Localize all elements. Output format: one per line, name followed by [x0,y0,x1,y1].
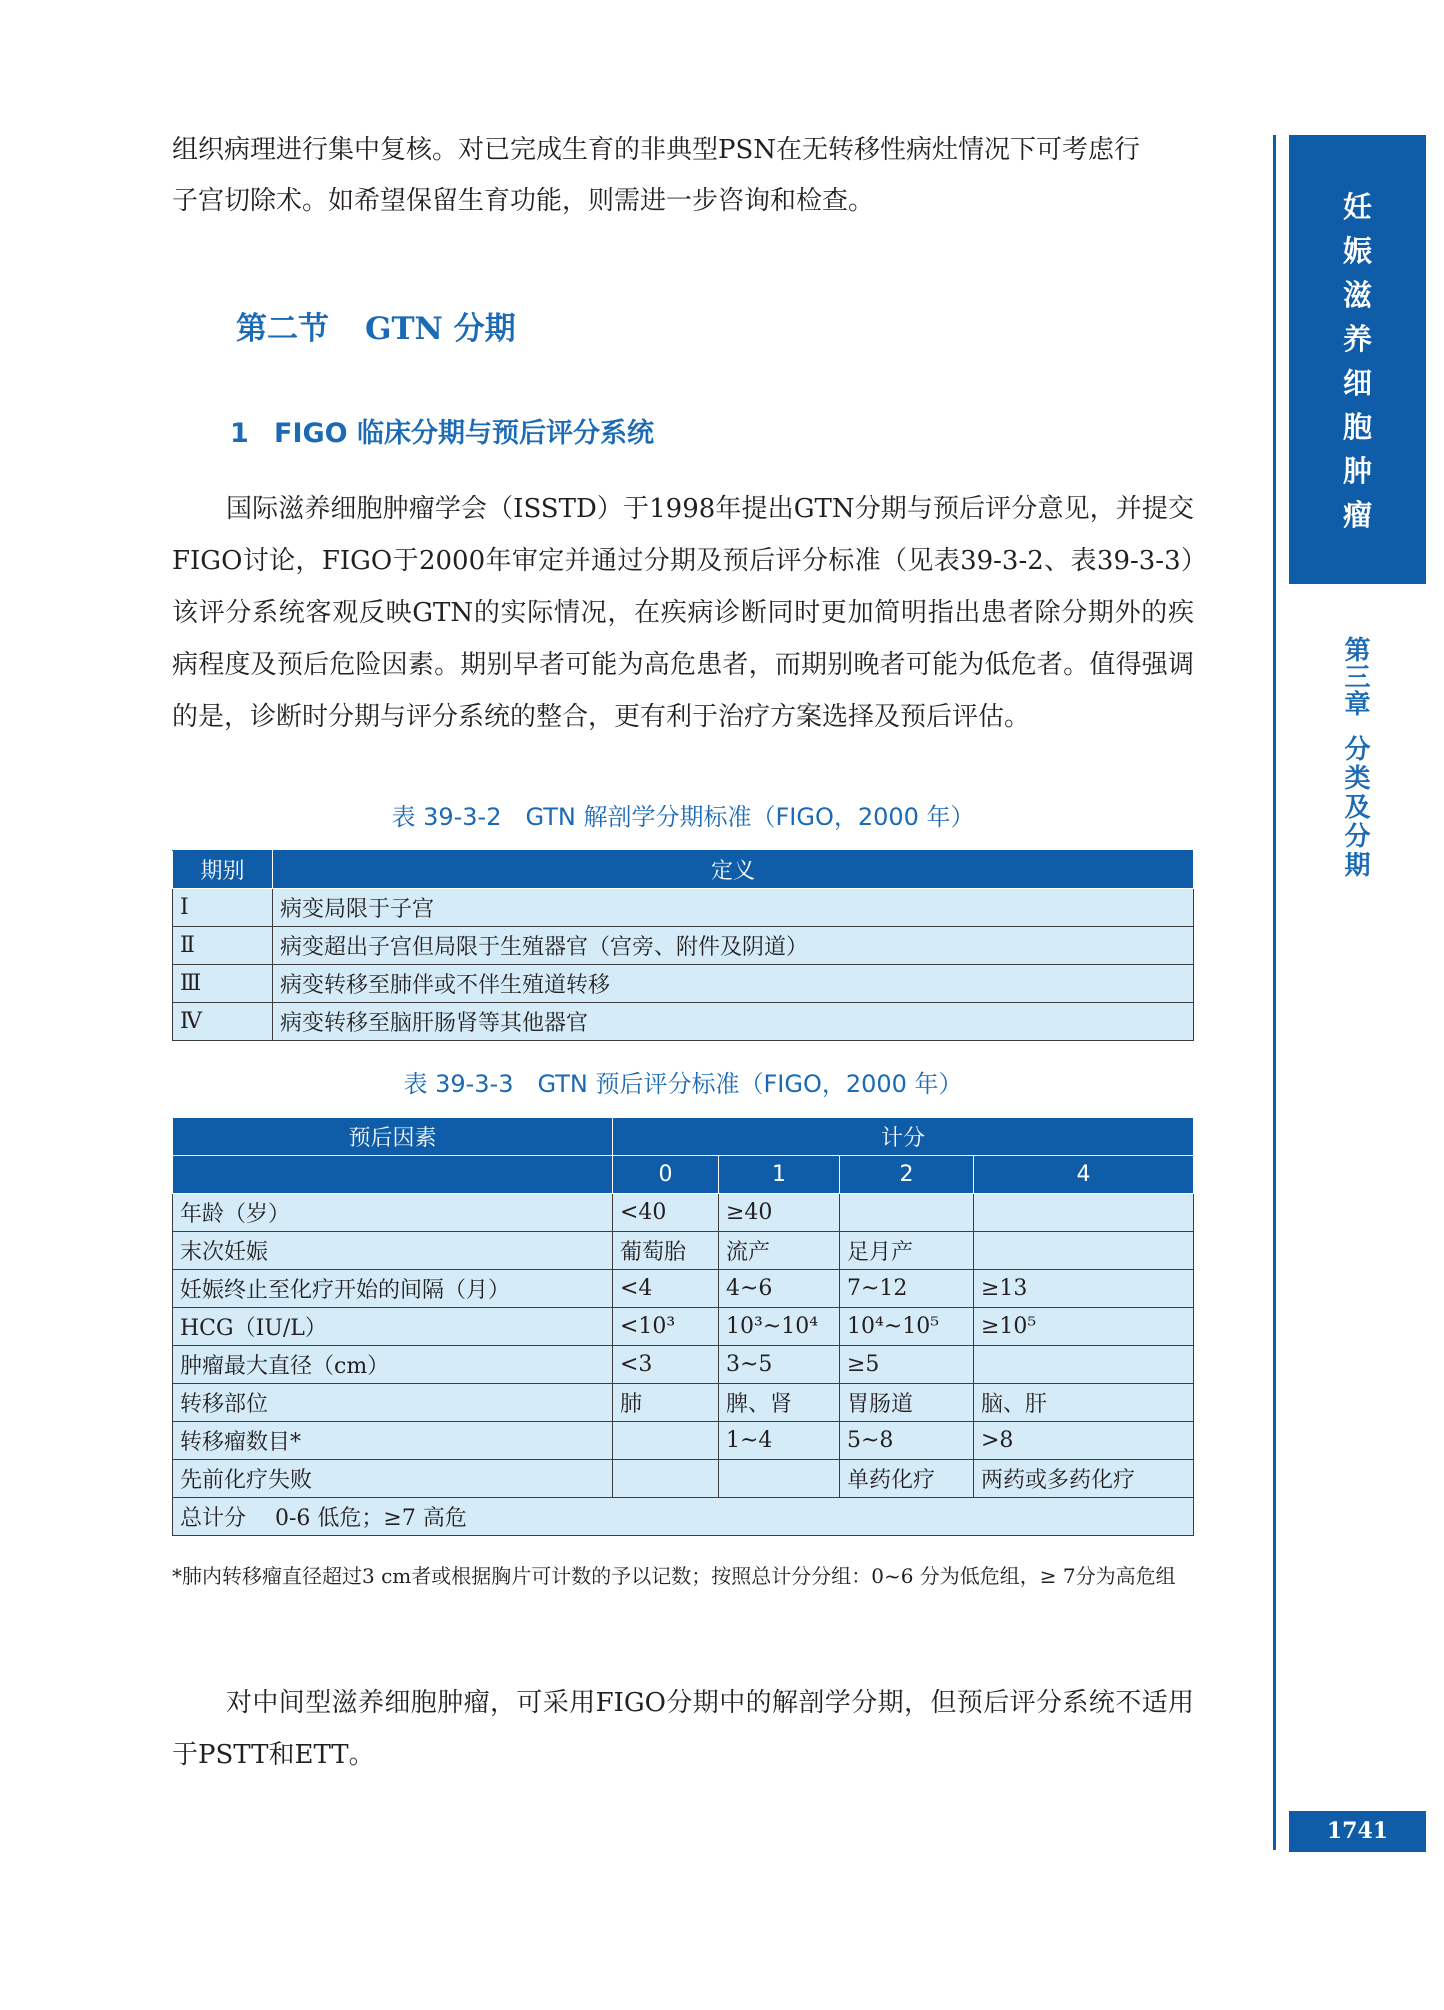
intro-line-2: 子宫切除术。如希望保留生育功能，则需进一步咨询和检查。 [172,186,875,216]
stage-cell: Ⅳ [173,1003,273,1041]
section-heading [236,303,516,348]
score-4-cell: ≥13 [974,1270,1194,1308]
page-number: 1741 [1289,1811,1426,1852]
definition-cell: 病变转移至肺伴或不伴生殖道转移 [273,965,1194,1003]
table-row [173,1460,1194,1498]
factor-cell: 肿瘤最大直径（cm） [173,1346,613,1384]
score-2-cell: 7~12 [840,1270,974,1308]
score-4-cell [974,1194,1194,1232]
chapter-sub-char: 分 [1344,822,1371,852]
score-1-cell: 10³~10⁴ [719,1308,840,1346]
stage-cell: Ⅰ [173,889,273,927]
chapter-char: 章 [1344,690,1371,720]
table-row [173,1194,1194,1232]
score-2-cell [840,1194,974,1232]
definition-cell: 病变局限于子宫 [273,889,1194,927]
score-1-cell: ≥40 [719,1194,840,1232]
subsection-title: FIGO 临床分期与预后评分系统 [274,418,655,449]
score-1-cell: 4~6 [719,1270,840,1308]
table2-caption: 表 39-3-2 GTN 解剖学分期标准（FIGO，2000 年） [391,803,975,831]
tab-char: 娠 [1342,234,1372,268]
score-0-cell: <10³ [613,1308,719,1346]
chapter-char: 三 [1344,663,1371,693]
table3-caption: 表 39-3-3 GTN 预后评分标准（FIGO，2000 年） [403,1070,963,1098]
factor-header-blank [173,1156,613,1194]
score-2-cell: 单药化疗 [840,1460,974,1498]
table-row [173,965,1194,1003]
score-1-cell: 流产 [719,1232,840,1270]
score-4-cell: 两药或多药化疗 [974,1460,1194,1498]
table2-header-definition: 定义 [273,851,1194,889]
score-0-cell: <4 [613,1270,719,1308]
chapter-sub-char: 分 [1344,735,1371,765]
tab-char: 瘤 [1342,498,1372,532]
tab-char: 细 [1342,366,1372,400]
section-number: 第二节 [236,311,329,347]
section-title: GTN 分期 [365,311,516,347]
score-1-cell [719,1460,840,1498]
factor-cell: HCG（IU/L） [173,1308,613,1346]
score-4-cell: >8 [974,1422,1194,1460]
score-4-cell: 脑、肝 [974,1384,1194,1422]
score-0-cell [613,1460,719,1498]
chapter-sub-char: 期 [1344,851,1371,881]
body-paragraph-2: 对中间型滋养细胞肿瘤，可采用FIGO分期中的解剖学分期，但预后评分系统不适用于PSTT和ETT。 [172,1688,1194,1770]
tab-char: 养 [1342,322,1372,356]
score-1-cell: 1~4 [719,1422,840,1460]
tab-char: 滋 [1342,278,1372,312]
chapter-label [1289,638,1426,719]
chapter-sub-char: 类 [1344,764,1371,794]
stage-cell: Ⅲ [173,965,273,1003]
score-1-cell: 脾、肾 [719,1384,840,1422]
factor-cell: 妊娠终止至化疗开始的间隔（月） [173,1270,613,1308]
factor-cell: 末次妊娠 [173,1232,613,1270]
table-row [173,1232,1194,1270]
tab-char: 肿 [1342,454,1372,488]
score-0-cell: 肺 [613,1384,719,1422]
factor-cell: 转移瘤数目* [173,1422,613,1460]
subsection-number: 1 [230,418,249,449]
table-footnote: *肺内转移瘤直径超过3 cm者或根据胸片可计数的予以记数；按照总计分分组：0~6 分为低危组，≥ 7分为高危组 [172,1564,1176,1588]
prognostic-score-table [172,1117,1194,1536]
chapter-char: 第 [1344,636,1371,666]
intro-line-1: 组织病理进行集中复核。对已完成生育的非典型PSN在无转移性病灶情况下可考虑行 [172,135,1141,165]
table-row [173,1346,1194,1384]
table-row [173,1422,1194,1460]
score-2-cell: ≥5 [840,1346,974,1384]
score-col-1: 1 [719,1156,840,1194]
definition-cell: 病变超出子宫但局限于生殖器官（宫旁、附件及阴道） [273,927,1194,965]
table-row [173,889,1194,927]
score-header: 计分 [613,1118,1194,1156]
table-row-total [173,1498,1194,1536]
table-row [173,927,1194,965]
score-2-cell: 足月产 [840,1232,974,1270]
chapter-subtitle [1289,736,1426,881]
factor-cell: 转移部位 [173,1384,613,1422]
score-4-cell [974,1232,1194,1270]
score-0-cell: <3 [613,1346,719,1384]
table2-header-stage: 期别 [173,851,273,889]
stage-cell: Ⅱ [173,927,273,965]
score-col-4: 4 [974,1156,1194,1194]
score-2-cell: 胃肠道 [840,1384,974,1422]
factor-cell: 年龄（岁） [173,1194,613,1232]
score-2-cell: 10⁴~10⁵ [840,1308,974,1346]
score-2-cell: 5~8 [840,1422,974,1460]
table-row [173,1270,1194,1308]
total-score-cell: 总计分 0-6 低危；≥7 高危 [173,1498,1194,1536]
score-0-cell: 葡萄胎 [613,1232,719,1270]
margin-rule [1273,135,1276,1850]
score-col-2: 2 [840,1156,974,1194]
score-4-cell: ≥10⁵ [974,1308,1194,1346]
score-4-cell [974,1346,1194,1384]
score-col-0: 0 [613,1156,719,1194]
definition-cell: 病变转移至脑肝肠肾等其他器官 [273,1003,1194,1041]
factor-cell: 先前化疗失败 [173,1460,613,1498]
tab-char: 妊 [1342,190,1372,224]
subsection-heading [230,411,654,450]
table-row [173,1384,1194,1422]
score-0-cell: <40 [613,1194,719,1232]
tab-char: 胞 [1342,410,1372,444]
section-tab [1289,135,1426,584]
table-row [173,1003,1194,1041]
chapter-sub-char: 及 [1344,793,1371,823]
score-1-cell: 3~5 [719,1346,840,1384]
staging-table [172,850,1194,1041]
table-row [173,1308,1194,1346]
score-0-cell [613,1422,719,1460]
factor-header: 预后因素 [173,1118,613,1156]
body-paragraph-1: 国际滋养细胞肿瘤学会（ISSTD）于1998年提出GTN分期与预后评分意见，并提交FIGO讨论，FIGO于2000年审定并通过分期及预后评分标准（见表39-3-2、表39-3-3）该评分系统客观反映GTN的实际情况，在疾病诊断同时更加简明指出患者除分期外的疾病程度及预后危险因素。期别早者可能为高危患者，而期别晚者可能为低危者。值得强调的是，诊断时分期与评分系统的整合，更有利于治疗方案选择及预后评估。 [172,494,1194,732]
